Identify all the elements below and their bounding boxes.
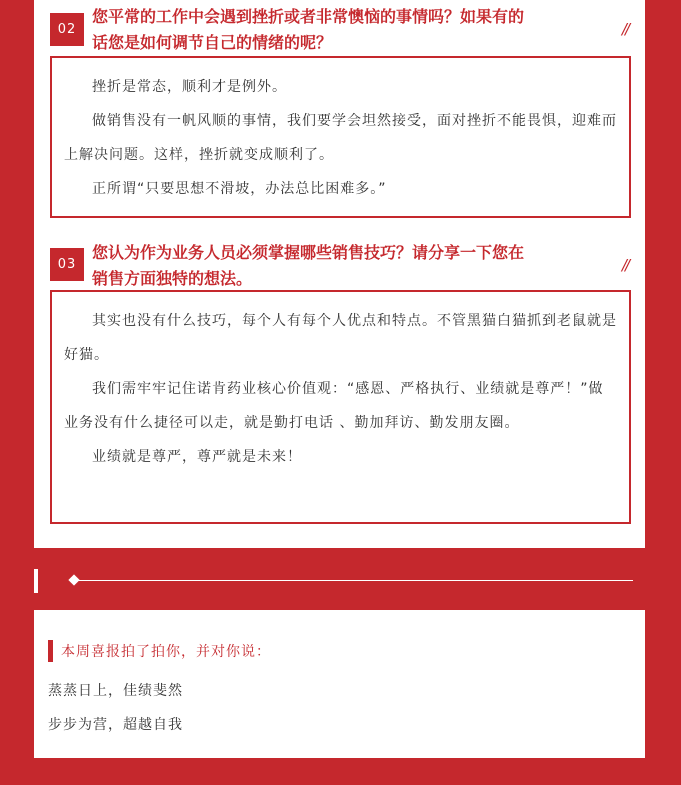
question-title xyxy=(92,240,612,292)
praise-line: 蒸蒸日上，佳绩斐然 xyxy=(48,683,183,699)
praise-line: 步步为营，超越自我 xyxy=(48,717,183,733)
praise-card xyxy=(34,610,645,758)
question-title-line: 销售方面独特的想法。 xyxy=(92,269,253,288)
accent-bar xyxy=(48,640,53,662)
question-title-line: 话您是如何调节自己的情绪的呢？ xyxy=(92,33,333,52)
answer-paragraph: 正所谓“只要思想不滑坡，办法总比困难多。” xyxy=(92,181,387,197)
answer-paragraph: 其实也没有什么技巧，每个人有每个人优点和特点。不管黑猫白猫抓到老鼠就是好猫。 xyxy=(64,313,617,363)
answer-box-03 xyxy=(50,290,631,524)
question-title-line: 您平常的工作中会遇到挫折或者非常懊恼的事情吗？如果有的 xyxy=(92,7,525,26)
answer-paragraph: 挫折是常态，顺利才是例外。 xyxy=(92,79,287,95)
answer-box-02 xyxy=(50,56,631,218)
slash-decoration-icon: // xyxy=(621,20,628,38)
question-header-02 xyxy=(50,6,630,52)
answer-paragraph: 做销售没有一帆风顺的事情，我们要学会坦然接受，面对挫折不能畏惧，迎难而上解决问题。这样，挫折就变成顺利了。 xyxy=(64,113,617,163)
question-title-line: 您认为作为业务人员必须掌握哪些销售技巧？请分享一下您在 xyxy=(92,243,525,262)
answer-paragraph: 我们需牢牢记住诺肯药业核心价值观：“感恩、严格执行、业绩就是尊严！”做业务没有什么捷径可以走，就是勤打电话 、勤加拜访、勤发朋友圈。 xyxy=(64,381,604,431)
divider-line xyxy=(78,580,633,581)
answer-paragraph: 业绩就是尊严，尊严就是未来！ xyxy=(92,449,302,465)
question-number-badge: 02 xyxy=(50,13,84,46)
question-header-03 xyxy=(50,240,630,290)
question-title xyxy=(92,4,612,56)
question-number-badge: 03 xyxy=(50,248,84,281)
praise-title: 本周喜报拍了拍你，并对你说： xyxy=(61,644,271,660)
divider-bar xyxy=(34,569,38,593)
slash-decoration-icon: // xyxy=(621,256,628,274)
praise-header xyxy=(48,640,271,662)
